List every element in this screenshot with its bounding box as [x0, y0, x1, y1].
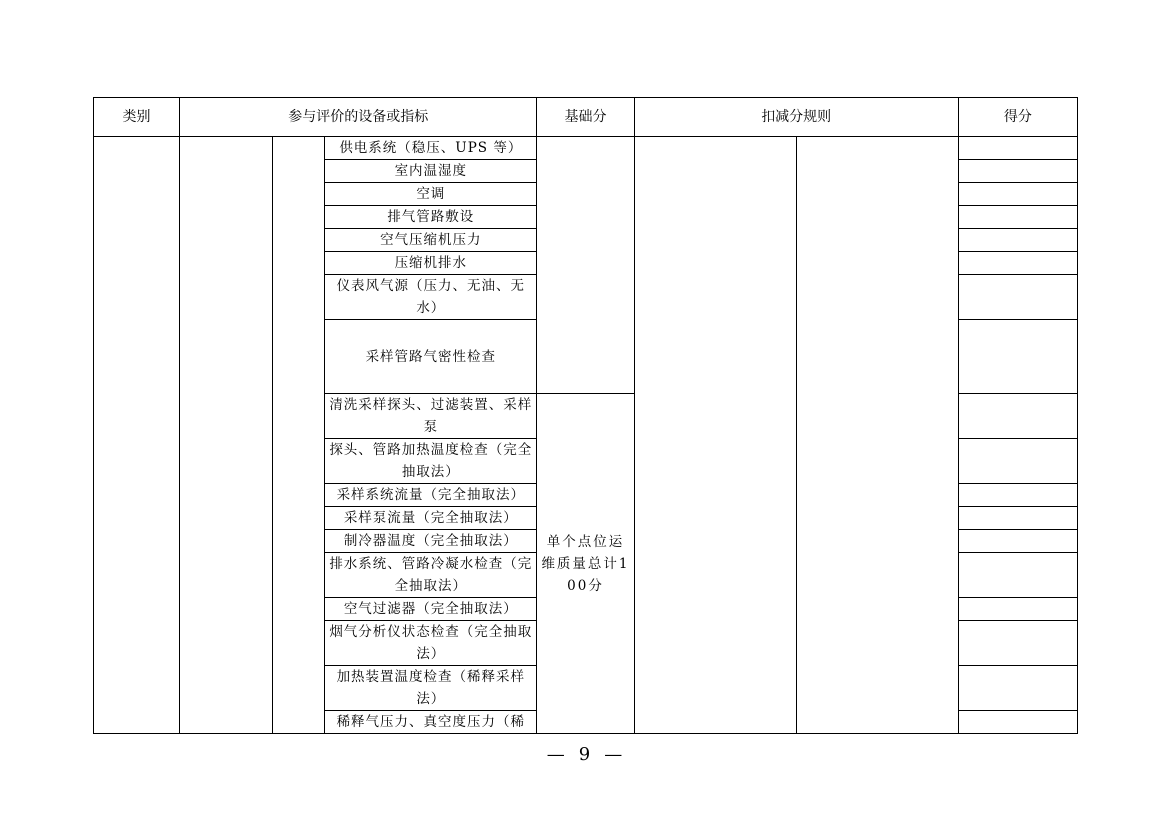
header-device-or-indicator: 参与评价的设备或指标 [180, 98, 537, 137]
deduction-detail-cell [796, 137, 958, 734]
indicator-cell: 制冷器温度（完全抽取法） [325, 530, 537, 553]
score-input-cell[interactable] [958, 320, 1077, 394]
score-input-cell[interactable] [958, 206, 1077, 229]
page-number: 9 [578, 744, 591, 765]
indicator-cell: 排水系统、管路冷凝水检查（完全抽取法） [325, 553, 537, 598]
page-footer [0, 744, 1169, 765]
indicator-cell: 空气过滤器（完全抽取法） [325, 598, 537, 621]
table-row [94, 137, 1078, 160]
header-deduction-rules: 扣减分规则 [634, 98, 958, 137]
score-input-cell[interactable] [958, 507, 1077, 530]
indicator-cell: 加热装置温度检查（稀释采样法） [325, 666, 537, 711]
indicator-cell: 采样系统流量（完全抽取法） [325, 484, 537, 507]
header-row [94, 98, 1078, 137]
header-category: 类别 [94, 98, 180, 137]
score-input-cell[interactable] [958, 439, 1077, 484]
indicator-cell: 烟气分析仪状态检查（完全抽取法） [325, 621, 537, 666]
base-score-cell: 单个点位运维质量总计100分 [537, 394, 634, 734]
indicator-cell: 排气管路敷设 [325, 206, 537, 229]
score-input-cell[interactable] [958, 530, 1077, 553]
score-input-cell[interactable] [958, 484, 1077, 507]
footer-dash-left: — [546, 744, 565, 765]
score-input-cell[interactable] [958, 183, 1077, 206]
indicator-cell: 供电系统（稳压、UPS 等） [325, 137, 537, 160]
indicator-cell: 探头、管路加热温度检查（完全抽取法） [325, 439, 537, 484]
score-input-cell[interactable] [958, 229, 1077, 252]
indicator-cell: 稀释气压力、真空度压力（稀 [325, 711, 537, 734]
score-input-cell[interactable] [958, 275, 1077, 320]
score-input-cell[interactable] [958, 598, 1077, 621]
score-input-cell[interactable] [958, 553, 1077, 598]
indicator-cell: 清洗采样探头、过滤装置、采样泵 [325, 394, 537, 439]
score-input-cell[interactable] [958, 252, 1077, 275]
group-cell [180, 137, 273, 734]
header-score: 得分 [958, 98, 1077, 137]
indicator-cell: 采样管路气密性检查 [325, 320, 537, 394]
score-input-cell[interactable] [958, 621, 1077, 666]
score-input-cell[interactable] [958, 666, 1077, 711]
footer-dash-right: — [604, 744, 623, 765]
indicator-cell: 采样泵流量（完全抽取法） [325, 507, 537, 530]
subgroup-cell [273, 137, 325, 734]
category-cell [94, 137, 180, 734]
indicator-cell: 压缩机排水 [325, 252, 537, 275]
score-input-cell[interactable] [958, 394, 1077, 439]
header-base-score: 基础分 [537, 98, 634, 137]
evaluation-table [93, 97, 1078, 734]
indicator-cell: 空调 [325, 183, 537, 206]
score-input-cell[interactable] [958, 137, 1077, 160]
score-input-cell[interactable] [958, 160, 1077, 183]
base-score-cell-upper [537, 137, 634, 394]
indicator-cell: 空气压缩机压力 [325, 229, 537, 252]
score-input-cell[interactable] [958, 711, 1077, 734]
deduction-rule-cell [634, 137, 796, 734]
indicator-cell: 仪表风气源（压力、无油、无水） [325, 275, 537, 320]
indicator-cell: 室内温湿度 [325, 160, 537, 183]
